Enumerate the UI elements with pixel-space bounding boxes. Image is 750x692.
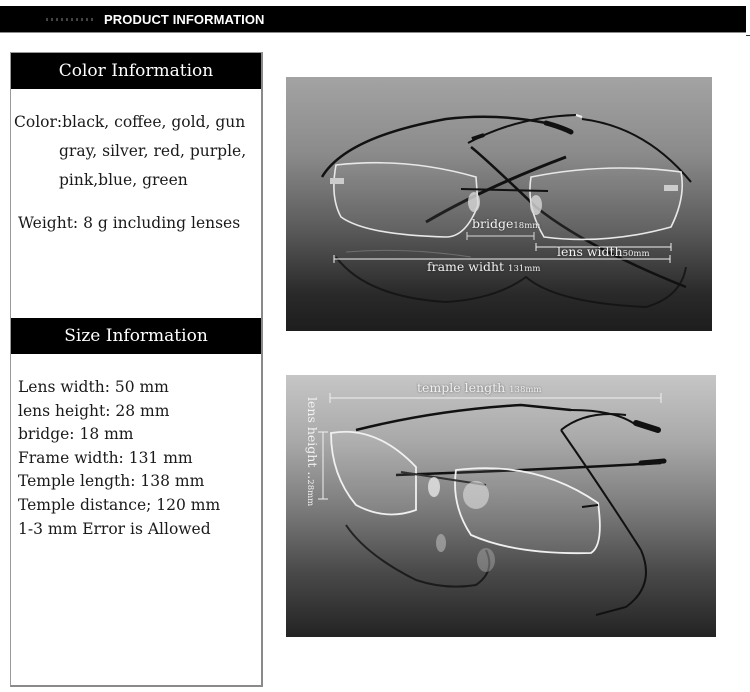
product-information-header [0,6,746,33]
weight-info: Weight: 8 g including lenses [18,214,241,232]
header-decoration [46,18,96,21]
temple-length-annotation: temple length 138mm [417,380,542,395]
size-item-lens-height: lens height: 28 mm [18,401,170,420]
color-information-heading: Color Information [11,53,261,89]
size-item-frame-width: Frame width: 131 mm [18,448,193,467]
lens-width-annotation: lens width50mm [557,244,650,259]
info-panel [10,52,263,687]
glasses-side-illustration [286,375,716,637]
frame-width-annotation: frame widht 131mm [427,259,541,274]
size-information-heading: Size Information [11,318,261,354]
size-item-temple-length: Temple length: 138 mm [18,472,205,491]
size-item-temple-distance: Temple distance; 120 mm [18,495,221,514]
color-line-3: pink,blue, green [59,171,188,189]
size-list [18,376,220,541]
header-title: PRODUCT INFORMATION [104,12,265,27]
color-line-1: Color:black, coffee, gold, gun [14,113,246,131]
size-item-bridge: bridge: 18 mm [18,425,134,444]
edge-mark [746,35,750,36]
glasses-front-photo [286,77,712,331]
lens-height-annotation: lens height ..28mm [305,397,320,507]
size-item-error-tolerance: 1-3 mm Error is Allowed [18,519,211,538]
glasses-side-photo [286,375,716,637]
color-options [14,108,270,195]
glasses-front-illustration [286,77,712,331]
bridge-annotation: bridge18mm [472,216,541,231]
color-line-2: gray, silver, red, purple, [59,142,247,160]
size-item-lens-width: Lens width: 50 mm [18,378,169,396]
